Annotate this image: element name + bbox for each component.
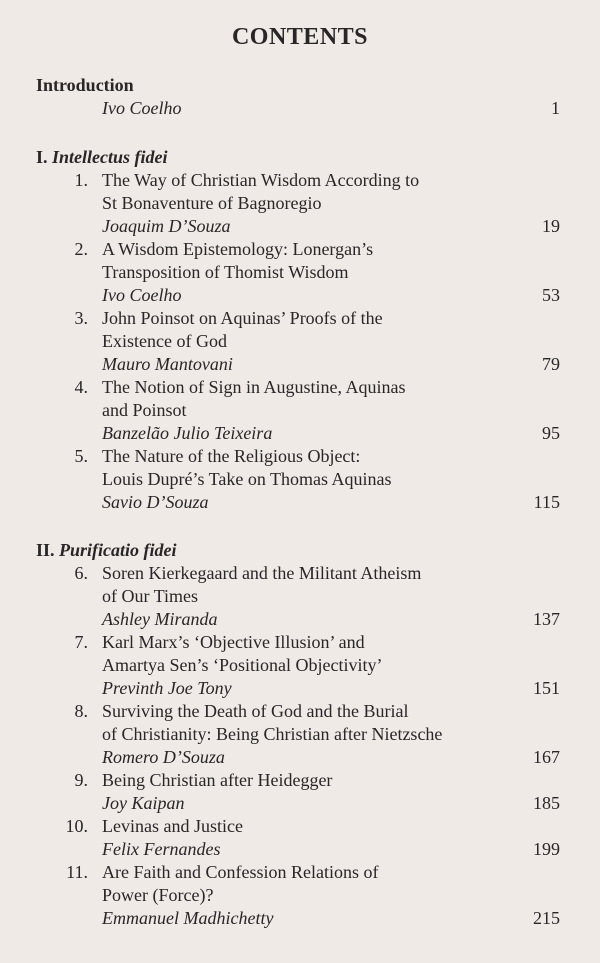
entry-author: Joy Kaipan [102,793,185,813]
entry-title-line: Levinas and Justice [102,816,243,836]
entry-page: 95 [542,423,560,443]
entry-title-line: St Bonaventure of Bagnoregio [102,193,322,213]
entry-author: Previnth Joe Tony [102,678,232,698]
entry-author: Ashley Miranda [102,609,218,629]
entry-page: 79 [542,354,560,374]
section-numeral: I. [36,147,48,167]
entry-title-line: of Our Times [102,586,199,606]
entry-page: 115 [533,492,560,512]
section-name: Intellectus fidei [52,147,168,167]
introduction-page: 1 [551,98,560,118]
entry-author: Savio D’Souza [102,492,209,512]
section-heading-2 [36,539,177,562]
entry-number: 10. [65,816,88,836]
entry-title-line: Are Faith and Confession Relations of [102,862,379,882]
entry-title-line: Surviving the Death of God and the Burial [102,701,409,721]
entry-title-line: Karl Marx’s ‘Objective Illusion’ and [102,632,365,652]
entry-title-line: Soren Kierkegaard and the Militant Atheism [102,563,422,583]
section-numeral: II. [36,540,55,560]
entry-title-line: Power (Force)? [102,885,214,905]
entry-author: Romero D’Souza [102,747,225,767]
entry-author: Ivo Coelho [102,285,182,305]
entry-title-line: The Notion of Sign in Augustine, Aquinas [102,377,406,397]
entry-title-line: The Way of Christian Wisdom According to [102,170,420,190]
entry-author: Banzelão Julio Teixeira [102,423,273,443]
entry-author: Emmanuel Madhichetty [102,908,274,928]
entry-number: 8. [74,701,88,721]
entry-title-line: Amartya Sen’s ‘Positional Objectivity’ [102,655,383,675]
entry-page: 53 [542,285,560,305]
entry-page: 185 [533,793,560,813]
section-name: Purificatio fidei [59,540,177,560]
entry-author: Felix Fernandes [102,839,221,859]
entry-number: 3. [74,308,88,328]
entry-title-line: John Poinsot on Aquinas’ Proofs of the [102,308,383,328]
entry-title-line: Transposition of Thomist Wisdom [102,262,349,282]
section-heading-1 [36,146,168,169]
entry-number: 4. [74,377,88,397]
entry-page: 151 [533,678,560,698]
page-title: CONTENTS [231,24,369,50]
entry-title-line: of Christianity: Being Christian after Nietzsche [102,724,443,744]
entry-number: 7. [74,632,88,652]
entry-title-line: A Wisdom Epistemology: Lonergan’s [102,239,374,259]
entry-title-line: Louis Dupré’s Take on Thomas Aquinas [102,469,392,489]
entry-page: 199 [533,839,560,859]
entry-page: 215 [533,908,560,928]
entry-page: 137 [533,609,560,629]
entry-number: 11. [66,862,88,882]
entry-title-line: Being Christian after Heidegger [102,770,333,790]
entry-number: 5. [74,446,88,466]
entry-number: 6. [74,563,88,583]
entry-page: 19 [542,216,560,236]
entry-author: Joaquim D’Souza [102,216,231,236]
entry-title-line: Existence of God [102,331,227,351]
entry-number: 2. [74,239,88,259]
introduction-author: Ivo Coelho [102,98,182,118]
introduction-heading: Introduction [36,75,134,95]
entry-number: 9. [74,770,88,790]
entry-author: Mauro Mantovani [102,354,233,374]
entry-page: 167 [533,747,560,767]
entry-title-line: and Poinsot [102,400,187,420]
entry-title-line: The Nature of the Religious Object: [102,446,361,466]
entry-number: 1. [74,170,88,190]
